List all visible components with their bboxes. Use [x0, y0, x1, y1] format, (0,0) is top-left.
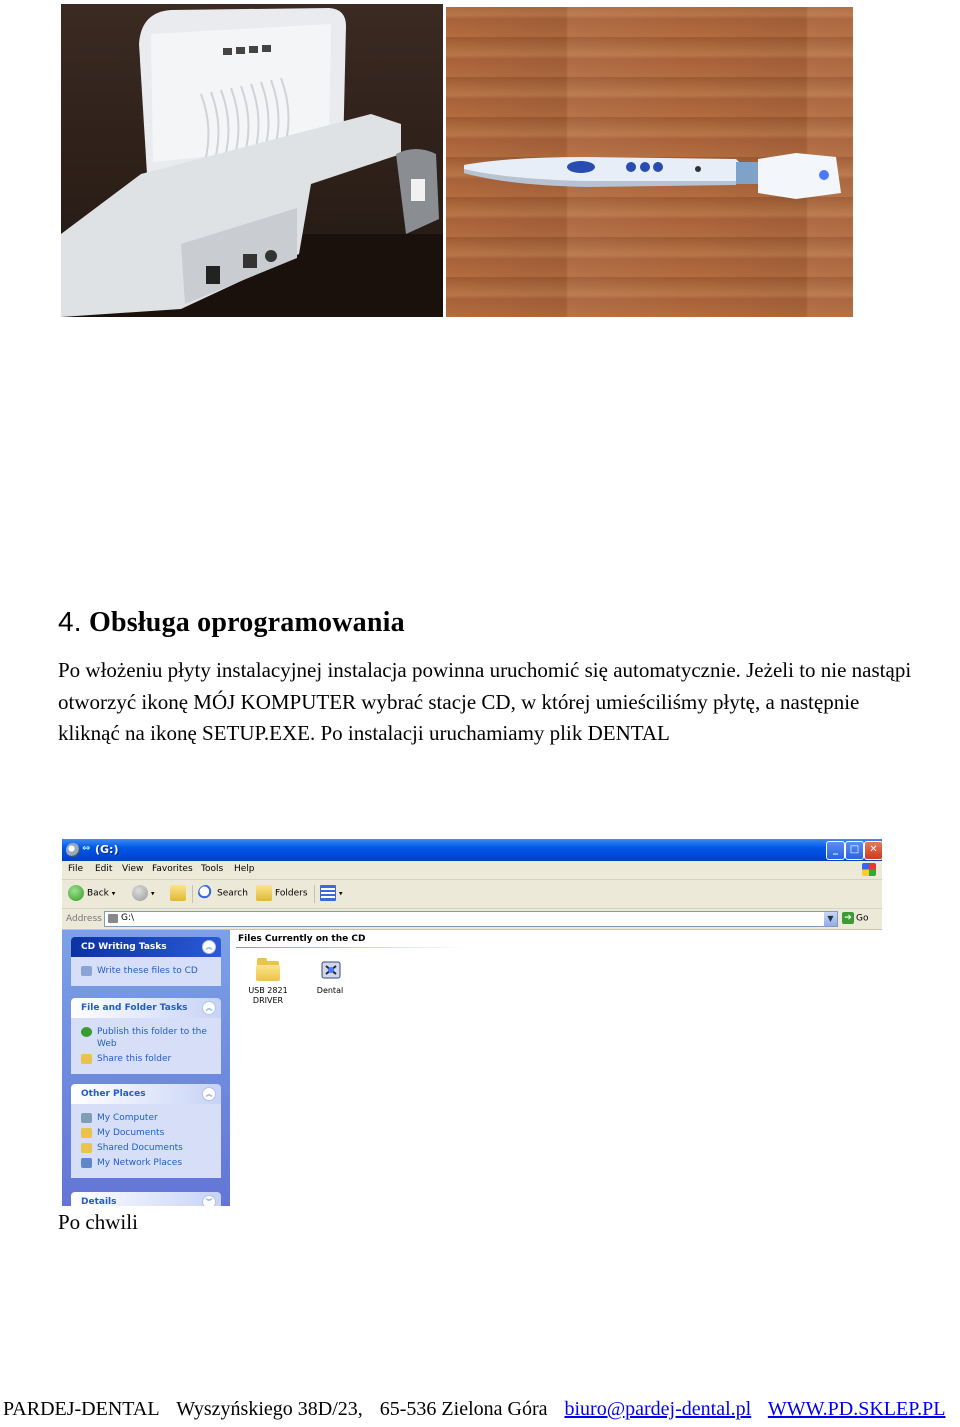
section-heading [58, 606, 405, 639]
menu-favorites[interactable]: Favorites [152, 864, 193, 874]
up-folder-icon [170, 885, 186, 901]
page-footer [3, 1398, 945, 1421]
folder-icon [255, 958, 281, 982]
back-dropdown-icon[interactable]: ▾ [111, 889, 116, 898]
panel-header[interactable] [71, 998, 221, 1018]
docking-station-illustration [61, 4, 443, 317]
task-label: My Computer [97, 1113, 158, 1123]
menu-file[interactable]: File [68, 864, 84, 874]
place-shared-documents[interactable] [81, 1142, 213, 1154]
expand-chevron-icon[interactable]: ︾ [202, 1195, 216, 1206]
place-my-documents[interactable] [81, 1127, 213, 1139]
task-label: Write these files to CD [97, 966, 198, 976]
maximize-button[interactable]: □ [845, 841, 864, 860]
panel-details [71, 1192, 221, 1206]
section-number: 4. [58, 606, 82, 637]
panel-title: File and Folder Tasks [81, 1003, 188, 1013]
windows-logo-icon [862, 863, 876, 876]
go-button[interactable] [842, 912, 868, 924]
collapse-chevron-icon[interactable]: ︽ [202, 1087, 216, 1101]
address-label: Address [66, 914, 102, 924]
footer-address: Wyszyńskiego 38D/23, [176, 1398, 363, 1420]
docking-station-photo [61, 4, 443, 317]
panel-cd-writing-tasks [71, 937, 221, 986]
task-pane [62, 930, 230, 1206]
close-button[interactable]: ✕ [864, 841, 882, 860]
cd-arrows-icon: ⇔ [82, 843, 91, 854]
content-heading-rule [236, 947, 466, 948]
task-label: My Network Places [97, 1158, 183, 1168]
views-button[interactable] [320, 885, 343, 903]
up-folder-button[interactable] [170, 885, 189, 903]
views-dropdown-icon[interactable]: ▾ [339, 889, 343, 898]
footer-email-link[interactable]: biuro@pardej-dental.pl [564, 1398, 752, 1420]
section-title: Obsługa oprogramowania [88, 607, 405, 638]
search-icon [198, 885, 214, 901]
folders-button[interactable] [256, 885, 308, 903]
file-item-usb-driver[interactable] [238, 958, 298, 1006]
back-button[interactable] [68, 885, 115, 903]
collapse-chevron-icon[interactable]: ︽ [202, 1001, 216, 1015]
panel-file-folder-tasks [71, 998, 221, 1074]
panel-title: Other Places [81, 1089, 146, 1099]
my-computer-icon [81, 1113, 92, 1123]
back-label: Back [87, 888, 109, 899]
toolbar-separator [314, 885, 315, 903]
window-title: (G:) [95, 843, 119, 856]
address-dropdown-icon[interactable]: ▼ [824, 912, 837, 926]
file-item-dental[interactable] [300, 958, 360, 996]
panel-other-places [71, 1084, 221, 1178]
shared-documents-icon [81, 1143, 92, 1153]
search-button[interactable] [198, 885, 248, 903]
cd-drive-icon [66, 843, 80, 857]
menu-tools[interactable]: Tools [201, 864, 224, 874]
network-places-icon [81, 1158, 92, 1168]
forward-dropdown-icon[interactable]: ▾ [151, 889, 155, 898]
panel-header[interactable] [71, 1192, 221, 1206]
minimize-button[interactable]: _ [826, 841, 845, 860]
menu-bar [62, 861, 882, 880]
file-label: USB 2821 DRIVER [248, 986, 288, 1005]
panel-header[interactable] [71, 1084, 221, 1104]
search-label: Search [217, 888, 248, 899]
toolbar-separator [192, 885, 193, 903]
file-label: Dental [316, 986, 344, 995]
panel-title: Details [81, 1197, 117, 1206]
footer-company: PARDEJ-DENTAL [3, 1398, 160, 1420]
content-heading: Files Currently on the CD [238, 934, 366, 944]
address-value: G:\ [121, 913, 135, 923]
cd-write-icon [81, 966, 92, 976]
dental-app-icon [317, 958, 343, 982]
task-label: Shared Documents [97, 1143, 183, 1153]
place-my-computer[interactable] [81, 1112, 213, 1124]
task-label: My Documents [97, 1128, 165, 1138]
drive-icon [108, 914, 118, 923]
task-share-folder[interactable] [81, 1053, 213, 1065]
panel-header[interactable] [71, 937, 221, 957]
intraoral-camera-illustration [446, 7, 853, 317]
forward-arrow-icon [132, 885, 148, 901]
place-my-network-places[interactable] [81, 1157, 213, 1169]
menu-help[interactable]: Help [234, 864, 255, 874]
task-label: Share this folder [97, 1054, 172, 1064]
panel-title: CD Writing Tasks [81, 942, 167, 952]
files-area [230, 930, 882, 1206]
explorer-window [62, 839, 882, 1206]
folders-label: Folders [275, 888, 308, 899]
intro-paragraph: Po włożeniu płyty instalacyjnej instalacja powinna uruchomić się automatycznie. Jeżeli to nie nastąpi otworzyć ikonę MÓJ KOMPUTER wybrać stacje CD, w której umieściliśmy płytę, a następnie kliknąć na ikonę SETUP.EXE. Po instalacji uruchamiamy plik DENTAL [58, 658, 912, 745]
back-arrow-icon [68, 885, 84, 901]
menu-edit[interactable]: Edit [95, 864, 113, 874]
intraoral-camera-photo [446, 7, 853, 317]
my-documents-icon [81, 1128, 92, 1138]
after-text: Po chwili [58, 1210, 138, 1234]
menu-view[interactable]: View [122, 864, 144, 874]
views-icon [320, 885, 336, 901]
globe-icon [81, 1027, 92, 1037]
task-publish-folder[interactable] [81, 1026, 213, 1050]
toolbar [62, 880, 882, 909]
address-bar [62, 909, 882, 930]
footer-city: 65-536 Zielona Góra [379, 1398, 548, 1420]
footer-website-link[interactable]: WWW.PD.SKLEP.PL [767, 1398, 946, 1420]
collapse-chevron-icon[interactable]: ︽ [202, 940, 216, 954]
go-arrow-icon: ➔ [842, 912, 854, 924]
forward-button[interactable] [132, 885, 155, 903]
address-input[interactable] [104, 911, 838, 927]
window-titlebar[interactable] [62, 839, 882, 861]
task-write-files-to-cd[interactable] [81, 965, 213, 977]
go-label: Go [856, 913, 869, 924]
share-folder-icon [81, 1054, 92, 1064]
folders-icon [256, 885, 272, 901]
task-label: Publish this folder to the Web [97, 1027, 207, 1049]
